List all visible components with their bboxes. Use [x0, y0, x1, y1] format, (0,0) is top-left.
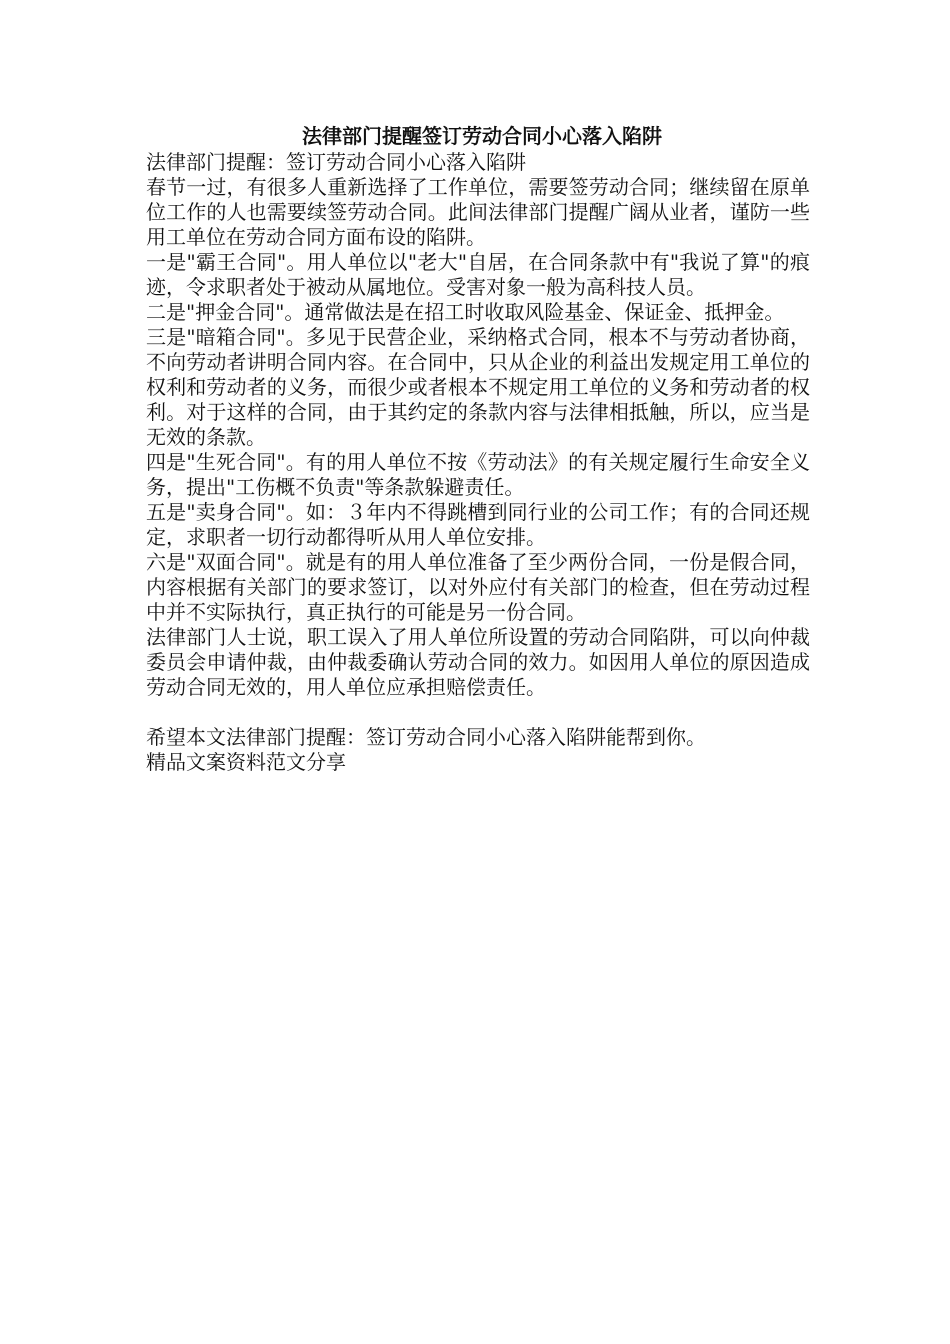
blank-line — [146, 700, 810, 725]
conclusion-paragraph: 法律部门人士说，职工误入了用人单位所设置的劳动合同陷阱，可以向仲裁委员会申请仲裁，由仲裁委确认劳动合同的效力。如因用人单位的原因造成劳动合同无效的，用人单位应承担赔偿责任。 — [146, 625, 810, 699]
footer-text: 精品文案资料范文分享 — [146, 750, 346, 774]
closing-paragraph: 希望本文法律部门提醒：签订劳动合同小心落入陷阱能帮到你。 — [146, 725, 706, 749]
trap-1-paragraph: 一是"霸王合同"。用人单位以"老大"自居，在合同条款中有"我说了算"的痕迹，令求职者处于被动从属地位。受害对象一般为高科技人员。 — [146, 250, 810, 299]
trap-2-paragraph: 二是"押金合同"。通常做法是在招工时收取风险基金、保证金、抵押金。 — [146, 300, 785, 324]
trap-6-paragraph: 六是"双面合同"。就是有的用人单位准备了至少两份合同，一份是假合同，内容根据有关部门的要求签订，以对外应付有关部门的检查，但在劳动过程中并不实际执行，真正执行的可能是另一份合同。 — [146, 550, 810, 624]
document-body — [146, 122, 810, 775]
trap-4-paragraph: 四是"生死合同"。有的用人单位不按《劳动法》的有关规定履行生命安全义务，提出"工伤概不负责"等条款躲避责任。 — [146, 450, 810, 499]
intro-paragraph: 春节一过，有很多人重新选择了工作单位，需要签劳动合同；继续留在原单位工作的人也需要续签劳动合同。此间法律部门提醒广阔从业者，谨防一些用工单位在劳动合同方面布设的陷阱。 — [146, 175, 810, 249]
trap-3-paragraph: 三是"暗箱合同"。多见于民营企业，采纳格式合同，根本不与劳动者协商，不向劳动者讲明合同内容。在合同中，只从企业的利益出发规定用工单位的权利和劳动者的义务，而很少或者根本不规定用工单位的义务和劳动者的权利。对于这样的合同，由于其约定的条款内容与法律相抵触，所以，应当是无效的条款。 — [146, 325, 810, 449]
subtitle-paragraph: 法律部门提醒：签订劳动合同小心落入陷阱 — [146, 150, 526, 174]
trap-5-paragraph: 五是"卖身合同"。如：３年内不得跳槽到同行业的公司工作；有的合同还规定，求职者一切行动都得听从用人单位安排。 — [146, 500, 810, 549]
page-title: 法律部门提醒签订劳动合同小心落入陷阱 — [302, 124, 662, 148]
